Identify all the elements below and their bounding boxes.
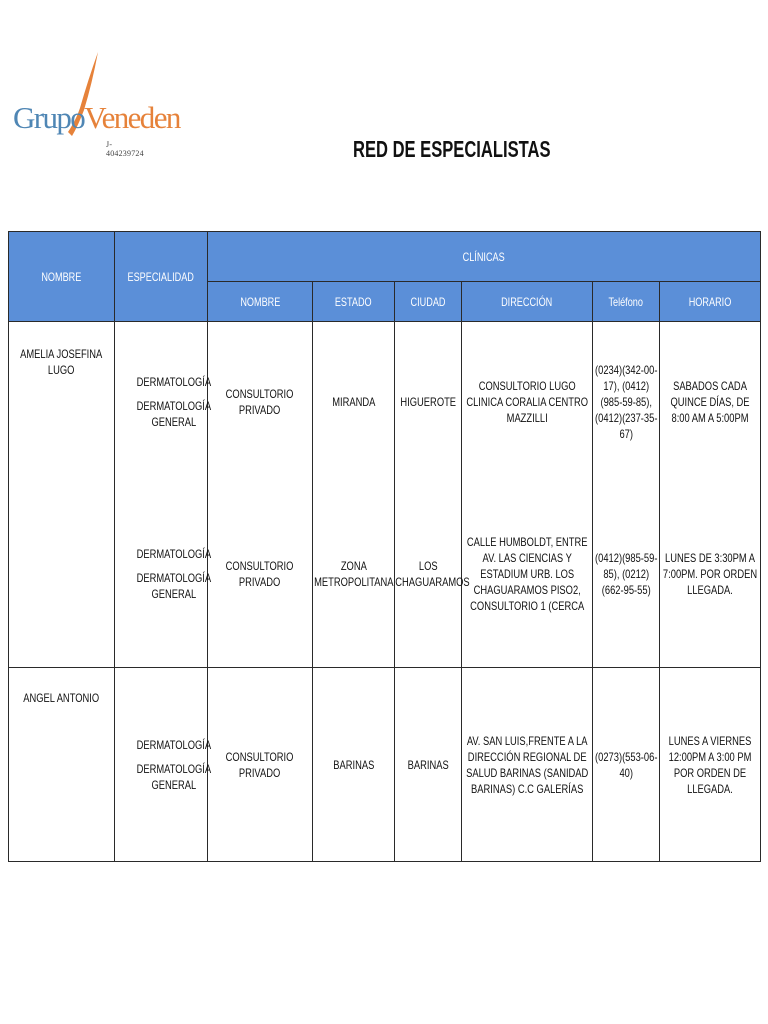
estado-cell: ZONA METROPOLITANA: [313, 482, 395, 668]
specialty-label: DERMATOLOGÍA GENERAL: [136, 761, 212, 792]
specialty-label: DERMATOLOGÍA: [136, 374, 212, 389]
header-telefono: Teléfono: [593, 282, 660, 322]
specialists-table: [8, 231, 761, 862]
header-especialidad: ESPECIALIDAD: [115, 232, 208, 322]
page-title: RED DE ESPECIALISTAS: [353, 136, 551, 162]
header-clinicas: CLÍNICAS: [208, 232, 761, 282]
specialist-name: AMELIA JOSEFINA LUGO: [9, 322, 115, 668]
logo-wordmark: [13, 102, 180, 133]
specialty-cell: [115, 482, 212, 668]
specialty-cell: [115, 322, 212, 482]
telefono-cell: (0273)(553-06-40): [593, 668, 660, 862]
logo-word-part1: Grupo: [13, 100, 85, 135]
header-clinic-nombre: NOMBRE: [208, 282, 313, 322]
horario-cell: LUNES A VIERNES 12:00PM A 3:00 PM POR ORDEN DE LLEGADA.: [660, 668, 761, 862]
clinic-nombre-cell: CONSULTORIO PRIVADO: [208, 668, 313, 862]
specialist-name: ANGEL ANTONIO: [9, 668, 115, 862]
header-ciudad: CIUDAD: [395, 282, 462, 322]
table-row: [9, 668, 761, 862]
logo-word-part2: Veneden: [84, 100, 180, 135]
header-horario: HORARIO: [660, 282, 761, 322]
table-row: [9, 482, 761, 668]
logo-id-text: J-404239724: [106, 140, 144, 158]
specialty-label: DERMATOLOGÍA GENERAL: [136, 398, 212, 429]
specialty-label: DERMATOLOGÍA GENERAL: [136, 571, 212, 602]
horario-cell: SABADOS CADA QUINCE DÍAS, DE 8:00 AM A 5:00PM: [660, 322, 761, 482]
direccion-cell: CONSULTORIO LUGO CLINICA CORALIA CENTRO MAZZILLI: [462, 322, 593, 482]
horario-cell: LUNES DE 3:30PM A 7:00PM. POR ORDEN LLEGADA.: [660, 482, 761, 668]
specialty-label: DERMATOLOGÍA: [136, 547, 212, 562]
direccion-cell: AV. SAN LUIS,FRENTE A LA DIRECCIÓN REGIONAL DE SALUD BARINAS (SANIDAD BARINAS) C.C GALERÍAS: [462, 668, 593, 862]
estado-cell: BARINAS: [313, 668, 395, 862]
specialty-cell: [115, 668, 212, 862]
ciudad-cell: BARINAS: [395, 668, 462, 862]
ciudad-cell: HIGUEROTE: [395, 322, 462, 482]
estado-cell: MIRANDA: [313, 322, 395, 482]
header-direccion: DIRECCIÓN: [462, 282, 593, 322]
telefono-cell: (0412)(985-59-85), (0212)(662-95-55): [593, 482, 660, 668]
header-nombre: NOMBRE: [9, 232, 115, 322]
header-estado: ESTADO: [313, 282, 395, 322]
specialty-label: DERMATOLOGÍA: [136, 737, 212, 752]
clinic-nombre-cell: CONSULTORIO PRIVADO: [208, 482, 313, 668]
direccion-cell: CALLE HUMBOLDT, ENTRE AV. LAS CIENCIAS Y ESTADIUM URB. LOS CHAGUARAMOS PISO2, CONSULTORIO 1 (CERCA: [462, 482, 593, 668]
ciudad-cell: LOS CHAGUARAMOS: [395, 482, 462, 668]
company-logo: [10, 50, 180, 158]
telefono-cell: (0234)(342-00-17), (0412)(985-59-85), (0412)(237-35-67): [593, 322, 660, 482]
table-row: [9, 322, 761, 482]
clinic-nombre-cell: CONSULTORIO PRIVADO: [208, 322, 313, 482]
